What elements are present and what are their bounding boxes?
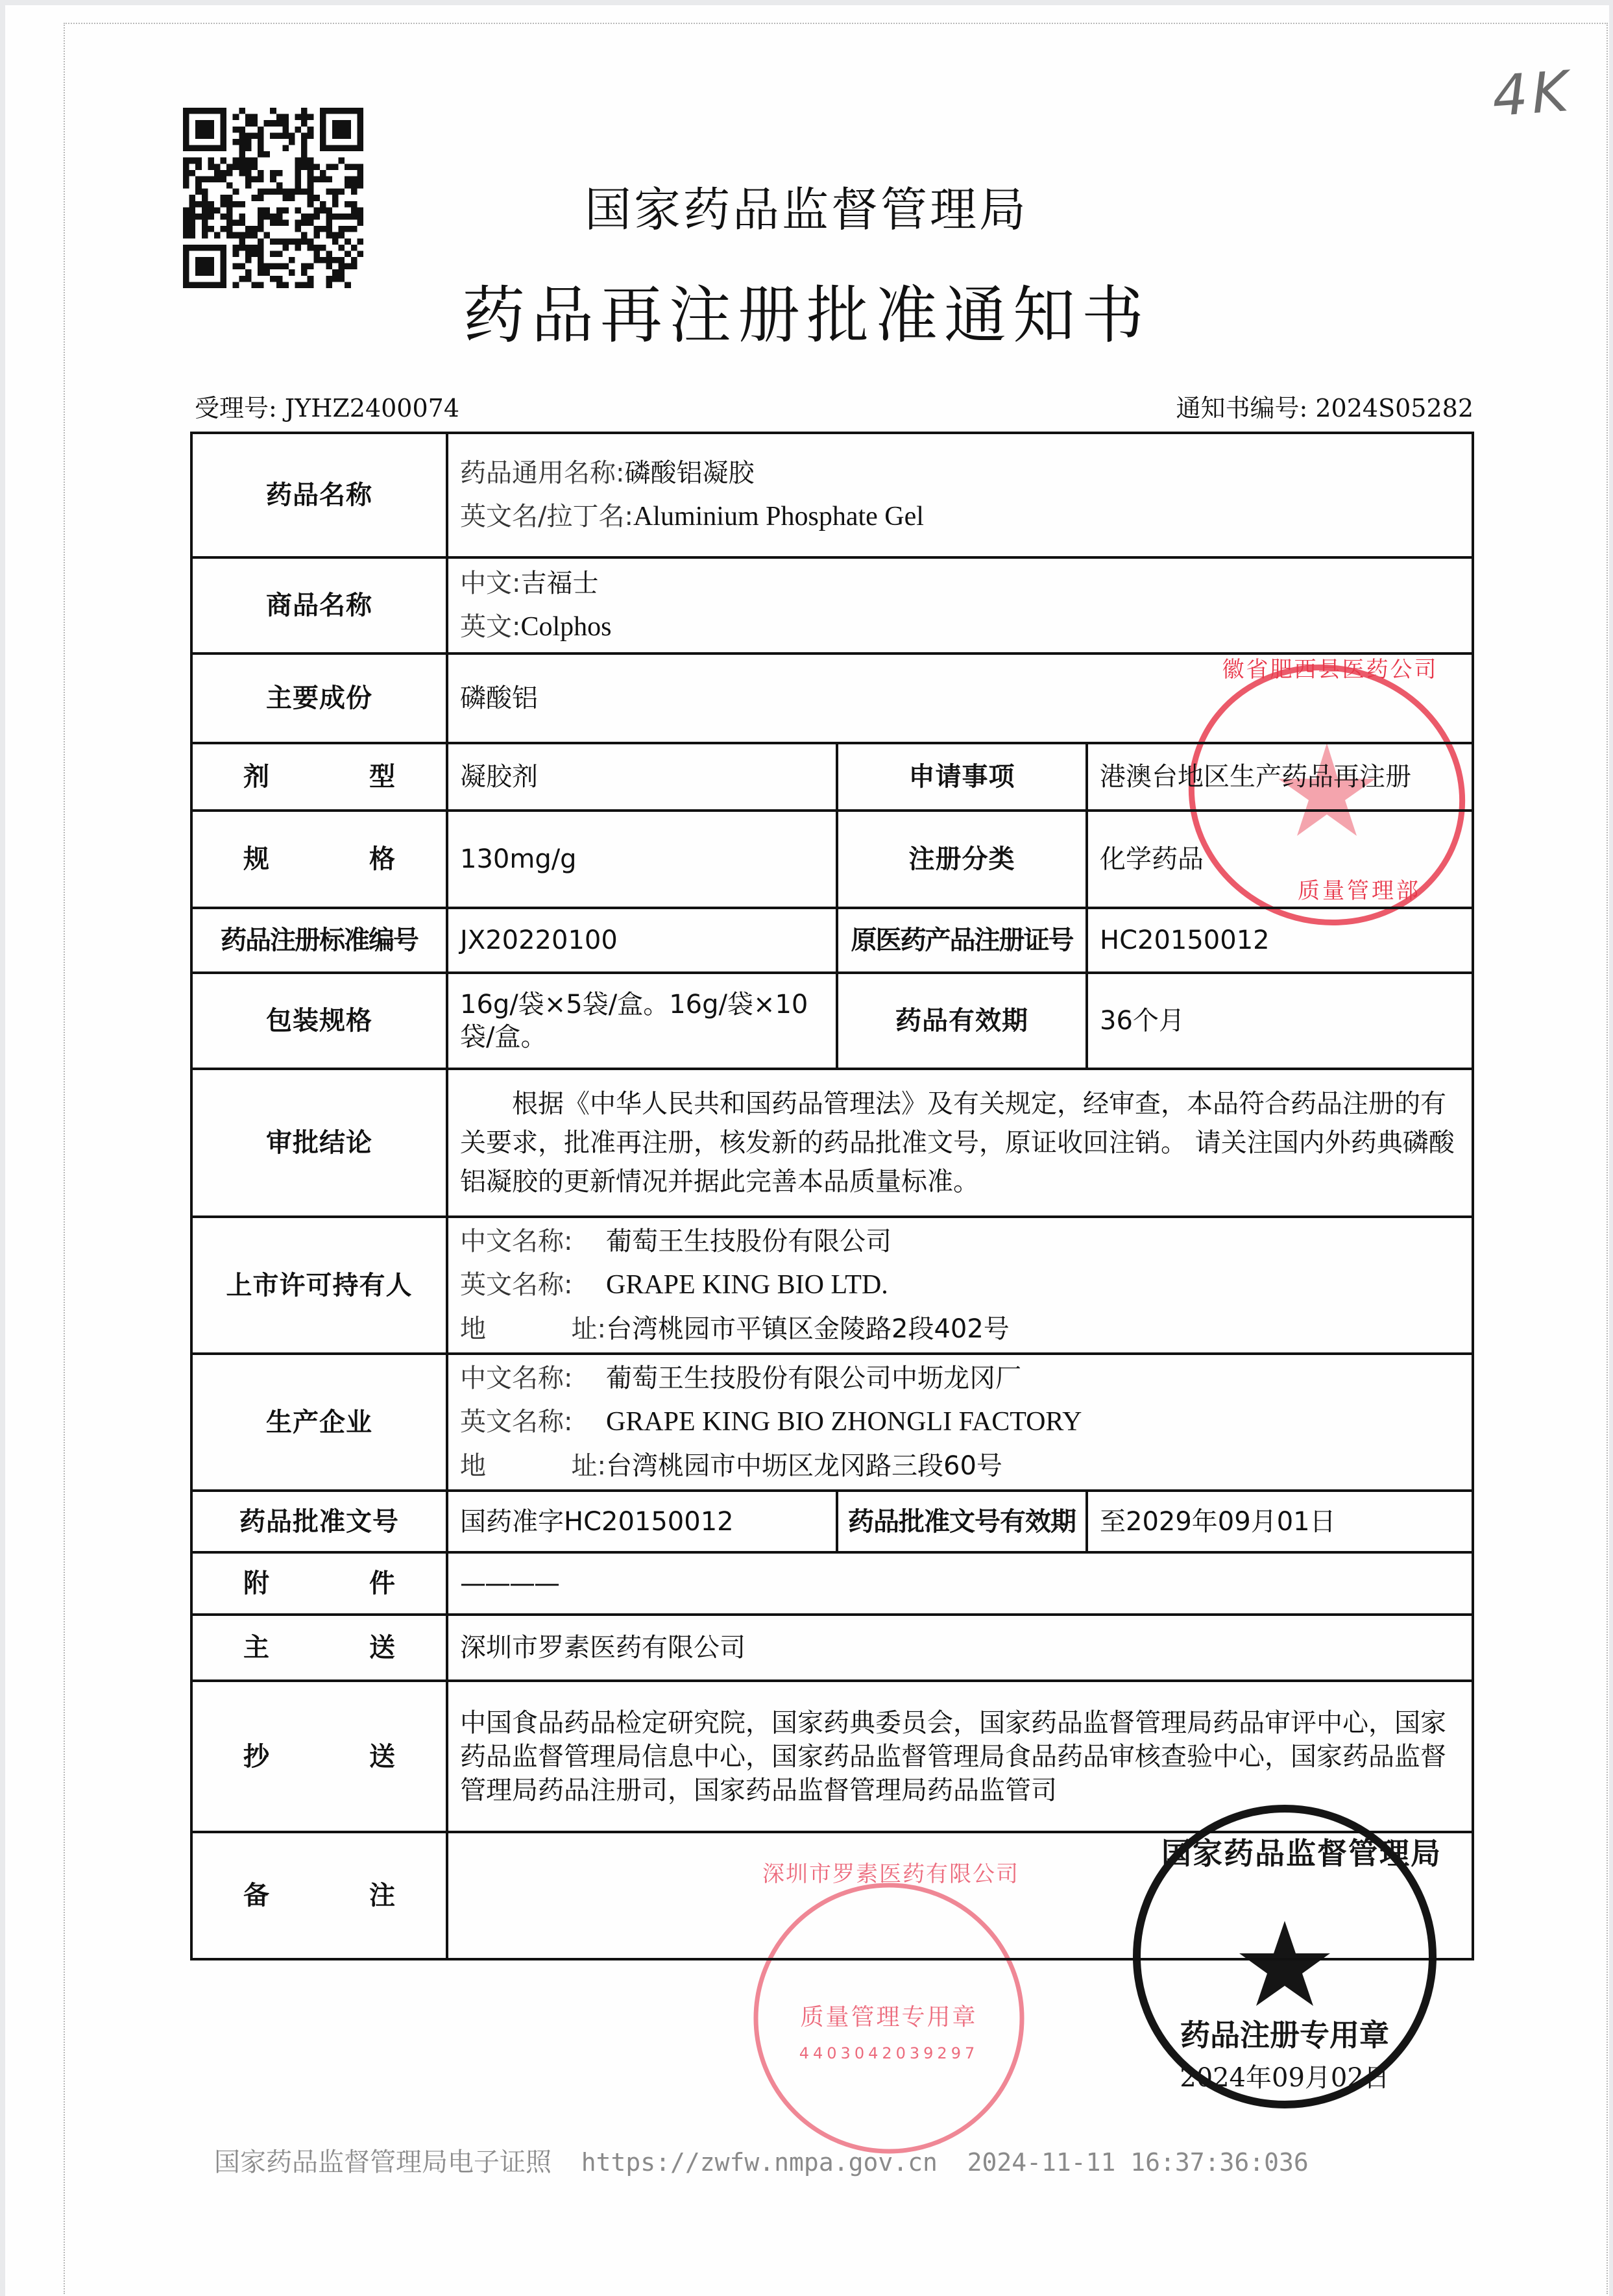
application-item-value: 港澳台地区生产药品再注册 — [1087, 743, 1473, 811]
red-stamp-bottom-subtext: 质量管理专用章 — [800, 2004, 978, 2031]
dosage-form-label-b: 型 — [369, 761, 395, 792]
conclusion-value: 根据《中华人民共和国药品管理法》及有关规定，经审查，本品符合药品注册的有关要求，批准再注册，核发新的药品批准文号，原证收回注销。 请关注国内外药典磷酸铝凝胶的更新情况并据此完善本品质量标准。 — [447, 1069, 1473, 1217]
manufacturer-address-label-a: 地 — [460, 1451, 486, 1481]
manufacturer-address-value: 台湾桃园市中坜区龙冈路三段60号 — [606, 1451, 1002, 1481]
footer-timestamp: 2024-11-11 16:37:36:036 — [967, 2148, 1309, 2177]
manufacturer-en-value: GRAPE KING BIO ZHONGLI FACTORY — [606, 1407, 1082, 1437]
trade-name-cn-label: 中文: — [460, 568, 521, 598]
drug-name-label: 药品名称 — [191, 433, 447, 557]
attachment-label — [191, 1552, 447, 1615]
mah-en-label: 英文名称: — [460, 1270, 573, 1300]
registration-category-value: 化学药品 — [1087, 811, 1473, 908]
table-row-conclusion — [191, 1069, 1473, 1217]
strength-value: 130mg/g — [447, 811, 837, 908]
acceptance-number-label: 受理号: — [195, 394, 277, 422]
manufacturer-address-label-b: 址: — [571, 1451, 606, 1481]
approval-no-value: 国药准字HC20150012 — [447, 1491, 837, 1552]
trade-name-cn-value: 吉福士 — [520, 568, 599, 598]
footer-url[interactable]: https://zwfw.nmpa.gov.cn — [581, 2148, 938, 2177]
mah-address-label — [460, 1310, 606, 1349]
cc-label — [191, 1681, 447, 1832]
generic-name-label: 药品通用名称: — [460, 458, 625, 488]
dosage-form-value: 凝胶剂 — [447, 743, 837, 811]
manufacturer-cn-label: 中文名称: — [460, 1363, 573, 1393]
notice-number — [1176, 388, 1474, 424]
table-row-mah — [191, 1217, 1473, 1354]
registration-category-label: 注册分类 — [837, 811, 1087, 908]
red-stamp-bottom-code: 4403042039297 — [799, 2044, 979, 2062]
application-item-label: 申请事项 — [837, 743, 1087, 811]
red-stamp-top-text: 徽省肥西县医药公司 — [1222, 657, 1438, 683]
trade-name-cell — [447, 557, 1473, 653]
trade-name-en-label: 英文: — [460, 611, 521, 642]
notice-number-label: 通知书编号: — [1176, 394, 1308, 422]
packaging-value: 16g/袋×5袋/盒。16g/袋×10袋/盒。 — [447, 973, 837, 1069]
footer-source: 国家药品监督管理局电子证照 — [214, 2147, 552, 2177]
approval-validity-value: 至2029年09月01日 — [1087, 1491, 1473, 1552]
trade-name-label: 商品名称 — [191, 557, 447, 653]
table-row-cc — [191, 1681, 1473, 1832]
red-stamp-top-subtext: 质量管理部 — [1298, 878, 1421, 904]
mah-address-label-b: 址: — [571, 1314, 606, 1344]
manufacturer-cn-value: 葡萄王生技股份有限公司中坜龙冈厂 — [606, 1363, 1021, 1393]
dosage-form-label-a: 剂 — [243, 761, 269, 792]
manufacturer-address-label — [460, 1447, 606, 1485]
table-row-manufacturer — [191, 1354, 1473, 1491]
english-name-value: Aluminium Phosphate Gel — [633, 501, 924, 531]
main-recipient-label — [191, 1615, 447, 1681]
remarks-label-a: 备 — [243, 1880, 269, 1911]
table-row-attachment — [191, 1552, 1473, 1615]
manufacturer-en-label: 英文名称: — [460, 1407, 573, 1437]
acceptance-number-value: JYHZ2400074 — [284, 394, 460, 422]
red-stamp-bottom-text: 深圳市罗素医药有限公司 — [762, 1861, 1019, 1887]
english-name-label: 英文名/拉丁名: — [460, 501, 633, 531]
table-row-approval-no — [191, 1491, 1473, 1552]
remarks-label — [191, 1832, 447, 1959]
official-seal-text: 国家药品监督管理局 — [1161, 1836, 1442, 1871]
original-cert-no-label: 原医药产品注册证号 — [837, 908, 1087, 973]
document-title: 药品再注册批准通知书 — [463, 279, 1150, 352]
official-seal-subtext: 药品注册专用章 — [1180, 2018, 1389, 2053]
mah-address-label-a: 地 — [460, 1314, 486, 1344]
acceptance-number — [195, 388, 459, 424]
approval-validity-label: 药品批准文号有效期 — [837, 1491, 1087, 1552]
main-recipient-label-a: 主 — [243, 1632, 269, 1663]
agency-name: 国家药品监督管理局 — [584, 182, 1028, 237]
generic-name-value: 磷酸铝凝胶 — [624, 458, 755, 488]
mah-cn-label: 中文名称: — [460, 1227, 573, 1256]
main-recipient-value: 深圳市罗素医药有限公司 — [447, 1615, 1473, 1681]
official-seal-date: 2024年09月02日 — [1180, 2063, 1390, 2093]
manufacturer-cell — [447, 1354, 1473, 1491]
strength-label-b: 格 — [369, 844, 395, 874]
standard-no-value: JX20220100 — [447, 908, 837, 973]
mah-address-value: 台湾桃园市平镇区金陵路2段402号 — [606, 1314, 1010, 1344]
table-row-trade-name — [191, 557, 1473, 653]
mah-label: 上市许可持有人 — [191, 1217, 447, 1354]
table-row-dosage-form — [191, 743, 1473, 811]
approval-no-label: 药品批准文号 — [191, 1491, 447, 1552]
original-cert-no-value: HC20150012 — [1087, 908, 1473, 973]
mah-cell — [447, 1217, 1473, 1354]
table-row-standard-no — [191, 908, 1473, 973]
drug-name-cell — [447, 433, 1473, 557]
packaging-label: 包装规格 — [191, 973, 447, 1069]
trade-name-en-value: Colphos — [520, 611, 612, 642]
conclusion-label: 审批结论 — [191, 1069, 447, 1217]
mah-cn-value: 葡萄王生技股份有限公司 — [606, 1227, 891, 1256]
manufacturer-label: 生产企业 — [191, 1354, 447, 1491]
footer — [214, 2142, 1309, 2179]
main-ingredient-value: 磷酸铝 — [447, 653, 1473, 743]
dosage-form-label — [191, 743, 447, 811]
strength-label-a: 规 — [243, 844, 269, 874]
standard-no-label: 药品注册标准编号 — [191, 908, 447, 973]
main-ingredient-label: 主要成份 — [191, 653, 447, 743]
shelf-life-label: 药品有效期 — [837, 973, 1087, 1069]
attachment-value: ———— — [447, 1552, 1473, 1615]
handwritten-note: 4K — [1490, 58, 1575, 130]
main-recipient-label-b: 送 — [369, 1632, 395, 1663]
cc-label-b: 送 — [369, 1740, 395, 1772]
attachment-label-a: 附 — [243, 1568, 269, 1598]
remarks-label-b: 注 — [369, 1880, 395, 1911]
attachment-label-b: 件 — [369, 1568, 395, 1598]
mah-en-value: GRAPE KING BIO LTD. — [606, 1270, 888, 1300]
shelf-life-value: 36个月 — [1087, 973, 1473, 1069]
table-row-main-recipient — [191, 1615, 1473, 1681]
cc-value: 中国食品药品检定研究院，国家药典委员会，国家药品监督管理局药品审评中心，国家药品监督管理局信息中心，国家药品监督管理局食品药品审核查验中心，国家药品监督管理局药品注册司，国家药品监督管理局药品监管司 — [447, 1681, 1473, 1832]
notice-number-value: 2024S05282 — [1315, 394, 1474, 422]
table-row-drug-name — [191, 433, 1473, 557]
strength-label — [191, 811, 447, 908]
table-row-packaging — [191, 973, 1473, 1069]
cc-label-a: 抄 — [243, 1740, 269, 1772]
